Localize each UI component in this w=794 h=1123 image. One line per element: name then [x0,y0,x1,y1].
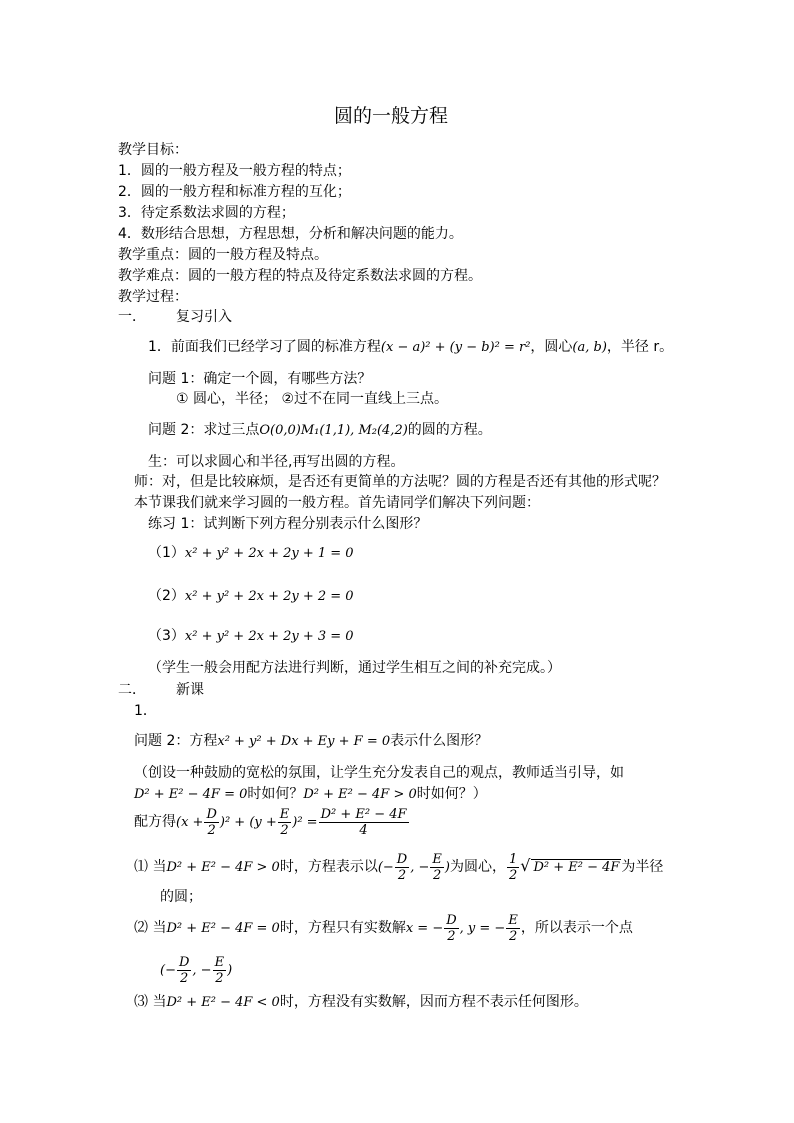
case-2-point: (− $\frac{D}{2}$ , − $\frac{E}{2}$ ) [160,954,233,986]
fraction-discriminant-over-4: $\frac{\text{D² + E² − 4F}}{4}$ [320,806,407,838]
sqrt-sign: √ [520,856,531,875]
case-1-end: 的圆； [160,889,202,905]
process-heading: 教学过程： [118,289,188,305]
teacher-reply: 师：对，但是比较麻烦，是否还有更简单的方法呢？圆的方程是否还有其他的形式呢？ [134,474,666,490]
question-2: 问题 2：求过三点O(0,0)M₁(1,1), M₂(4,2)的圆的方程。 [148,422,492,438]
review-paragraph: 1．前面我们已经学习了圆的标准方程(x − a)² + (y − b)² = r²，圆心(a, b)，半径 r。 [148,339,674,355]
case-3: ⑶ 当D² + E² − 4F < 0时，方程没有实数解，因而方程不表示任何图形。 [134,994,588,1010]
section-2-number: 二． [118,682,146,698]
exercise-note: （学生一般会用配方法进行判断，通过学生相互之间的补充完成。） [148,660,561,676]
lesson-intro: 本节课我们就来学习圆的一般方程。首先请同学们解决下列问题： [134,495,540,511]
section-2-label: 新课 [176,682,204,698]
exercise-heading: 练习 1：试判断下列方程分别表示什么图形？ [148,516,428,532]
fraction-e-over-2: $\frac{E}{2}$ [279,806,290,838]
subsection-number: 1． [134,703,157,719]
objective-item: 3．待定系数法求圆的方程； [118,205,295,221]
fraction-d-over-2: $\frac{D}{2}$ [206,806,217,838]
center-coordinates: (a, b) [572,340,607,355]
question-1: 问题 1：确定一个圆，有哪些方法？ [148,371,372,387]
exercise-item: （3）x² + y² + 2x + 2y + 3 = 0 [148,628,354,644]
objective-item: 1．圆的一般方程及一般方程的特点； [118,163,351,179]
discussion-hint: （创设一种鼓励的宽松的氛围，让学生充分发表自己的观点，教师适当引导，如 [134,765,624,781]
exercise-item: （2）x² + y² + 2x + 2y + 2 = 0 [148,588,354,604]
case-1: ⑴ 当D² + E² − 4F > 0时，方程表示以(− $\frac{D}{2}$ , − $\frac{E}{2}$ )为圆心， $\frac{1}{2}$ √ D² + E² − 4F 为半径 [134,851,664,883]
page-title: 圆的一般方程 [334,105,449,127]
three-points: O(0,0)M₁(1,1), M₂(4,2) [259,423,408,438]
objectives-heading: 教学目标： [118,142,188,158]
student-reply: 生：可以求圆心和半径,再写出圆的方程。 [148,454,405,470]
section-1-number: 一． [118,309,146,325]
objective-item: 2．圆的一般方程和标准方程的互化； [118,184,351,200]
question-general-form: 问题 2：方程x² + y² + Dx + Ey + F = 0表示什么图形？ [134,733,489,749]
key-point: 教学重点：圆的一般方程及特点。 [118,247,328,263]
case-2: ⑵ 当D² + E² − 4F = 0时，方程只有实数解x = − $\frac{D}{2}$ , y = − $\frac{E}{2}$ ，所以表示一个点 [134,912,633,944]
question-1-answer: ① 圆心，半径； ②过不在同一直线上三点。 [176,391,449,407]
general-equation: x² + y² + Dx + Ey + F = 0 [217,734,391,749]
section-1-label: 复习引入 [176,309,232,325]
discussion-hint-conditions: D² + E² − 4F = 0时如何？D² + E² − 4F > 0时如何？） [134,786,487,802]
completing-square: 配方得(x + $\frac{D}{2}$ )² + (y + $\frac{E}{2}$ )² = $\frac{\text{D² + E² − 4F}}{4}$ [134,806,407,838]
standard-equation: (x − a)² + (y − b)² = r² [380,340,531,355]
objective-item: 4．数形结合思想，方程思想，分析和解决问题的能力。 [118,226,463,242]
difficulty: 教学难点：圆的一般方程的特点及待定系数法求圆的方程。 [118,268,482,284]
exercise-item: （1）x² + y² + 2x + 2y + 1 = 0 [148,545,354,561]
